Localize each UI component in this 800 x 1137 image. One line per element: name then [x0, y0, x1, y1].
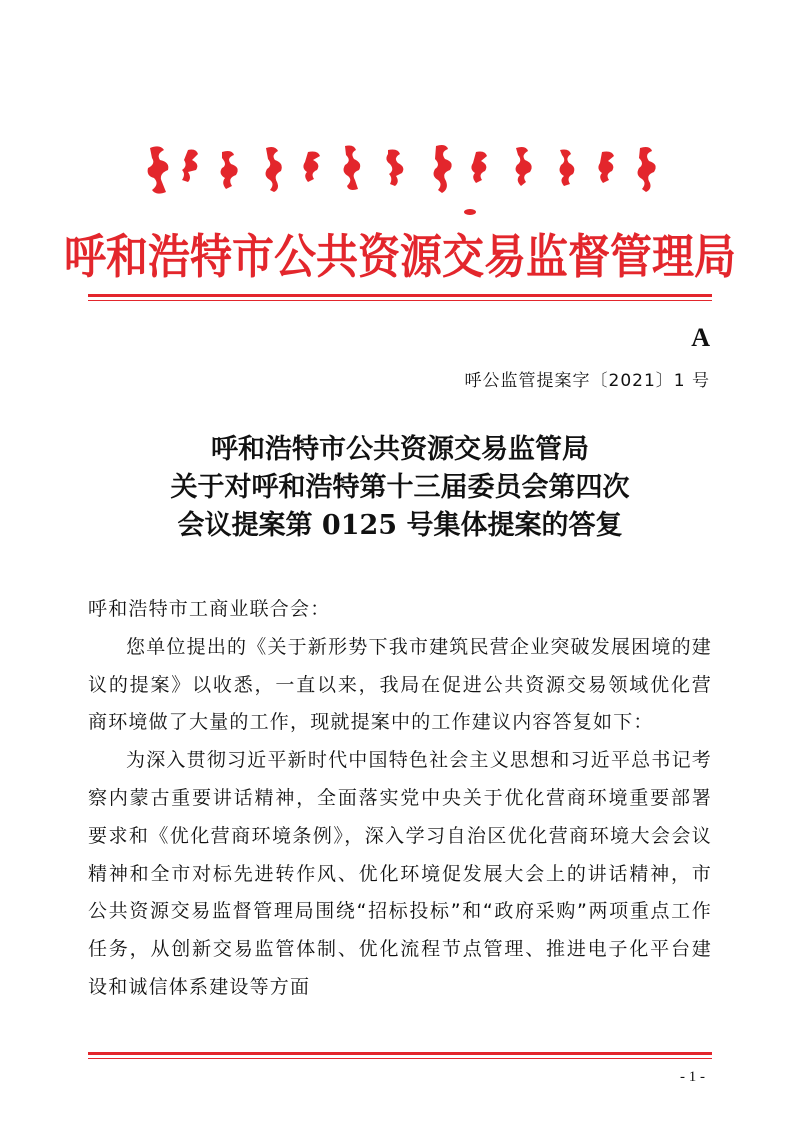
body-paragraph: 您单位提出的《关于新形势下我市建筑民营企业突破发展困境的建议的提案》以收悉，一直以来，我局在促进公共资源交易领域优化营商环境做了大量的工作，现就提案中的工作建议内容答复如下：: [88, 635, 712, 734]
footer-red-rule: [88, 1052, 712, 1055]
salutation: 呼和浩特市工商业联合会：: [88, 598, 331, 620]
body-paragraph: 为深入贯彻习近平新时代中国特色社会主义思想和习近平总书记考察内蒙古重要讲话精神，全面落实党中央关于优化营商环境重要部署要求和《优化营商环境条例》，深入学习自治区优化营商环境大会会议精神和全市对标先进转作风、优化环境促发展大会上的讲话精神，市公共资源交易监督管理局围绕“招标投标”和“政府采购”两项重点工作任务，从创新交易监管体制、优化流程节点管理、推进电子化平台建设和诚信体系建设等方面: [88, 749, 712, 998]
document-title: [0, 431, 800, 545]
header-red-rule: [88, 294, 712, 297]
page-number: - 1 -: [680, 1069, 705, 1085]
document-number: 呼公监管提案字〔2021〕1 号: [464, 371, 710, 391]
mongolian-script-logo: [140, 140, 670, 220]
title-line: 呼和浩特市公共资源交易监管局: [211, 434, 589, 465]
title-line: 关于对呼和浩特第十三届委员会第四次: [170, 472, 630, 503]
footer-red-rule-thin: [88, 1058, 712, 1059]
document-grade-mark: A: [691, 323, 710, 352]
agency-name-heading: 呼和浩特市公共资源交易监督管理局: [63, 229, 736, 285]
mongolian-script-header: [140, 140, 670, 220]
header-red-rule-thin: [88, 300, 712, 301]
title-line: 会议提案第 0125 号集体提案的答复: [177, 510, 623, 541]
document-body: [88, 591, 712, 1007]
